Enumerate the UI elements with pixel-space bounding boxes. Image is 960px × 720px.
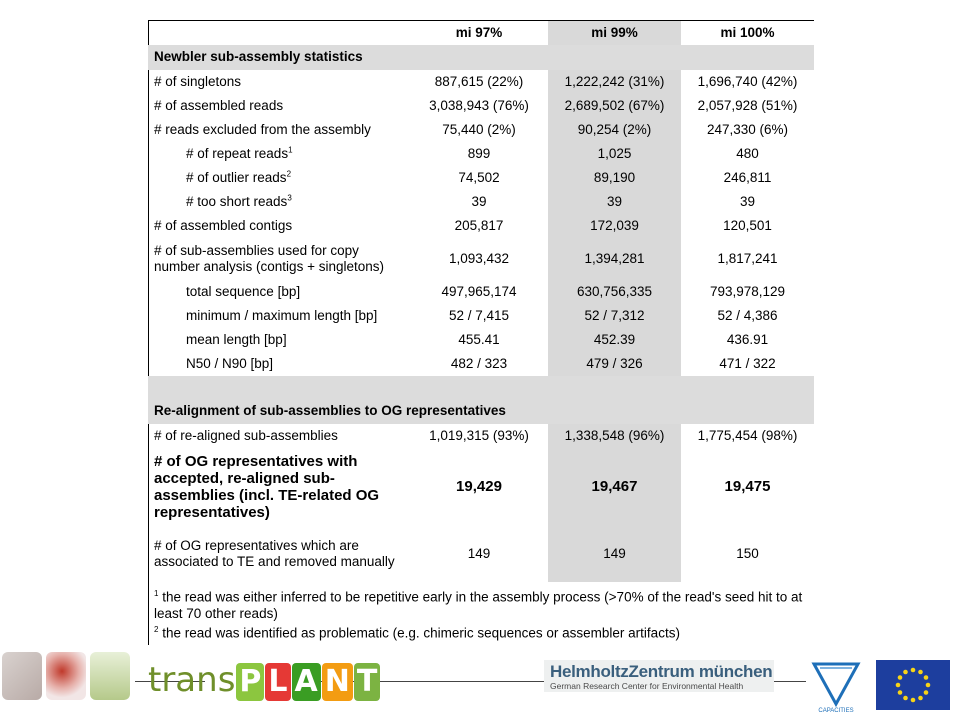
row-value: 1,338,548 (96%) — [548, 424, 681, 448]
dna-thumbnail — [46, 652, 86, 700]
row-label-text: mean length [bp] — [186, 331, 287, 347]
helmholtz-subtitle: German Research Center for Environmental Health — [550, 681, 744, 691]
row-value: 19,429 — [410, 448, 548, 526]
table-row — [148, 448, 814, 526]
table-row — [148, 526, 814, 582]
plant-cell-thumbnail — [2, 652, 42, 700]
plant-logo-letter: T — [354, 663, 380, 701]
helmholtz-name: HelmholtzZentrum münchen — [550, 662, 773, 681]
row-value: 497,965,174 — [410, 280, 548, 304]
section-header-row — [148, 376, 814, 424]
row-label-text: # of outlier reads — [186, 169, 287, 185]
row-value: 887,615 (22%) — [410, 70, 548, 94]
row-label — [148, 70, 410, 94]
plant-logo-letter: N — [322, 663, 353, 701]
header-row — [148, 21, 814, 45]
table-row — [148, 142, 814, 166]
row-label — [148, 280, 410, 304]
row-value: 2,057,928 (51%) — [681, 94, 814, 118]
plant-logo-letter: L — [265, 663, 290, 701]
row-value: 1,025 — [548, 142, 681, 166]
row-value: 39 — [548, 190, 681, 214]
row-label — [148, 352, 410, 376]
table-row — [148, 70, 814, 94]
footnote-mark: 2 — [286, 169, 292, 178]
row-label-text: # reads excluded from the assembly — [154, 121, 371, 137]
table-row — [148, 304, 814, 328]
table-row — [148, 280, 814, 304]
plant-logo-letter: A — [292, 663, 321, 701]
helmholtz-logo — [544, 660, 774, 692]
footnote-number: 1 — [154, 589, 159, 598]
footnote-number: 2 — [154, 624, 159, 634]
plant-logo-letter: P — [236, 663, 264, 701]
footnote-mark: 3 — [287, 193, 292, 202]
row-label — [148, 304, 410, 328]
eu-star — [903, 670, 908, 675]
row-value: 89,190 — [548, 166, 681, 190]
statistics-table — [148, 20, 814, 582]
row-value: 1,394,281 — [548, 238, 681, 280]
eu-flag-logo — [876, 660, 950, 710]
table-row — [148, 214, 814, 238]
row-label: # of OG representatives with accepted, re-aligned sub-assemblies (incl. TE-related OG representatives) — [154, 452, 380, 521]
eu-star — [924, 690, 929, 695]
eu-star — [896, 683, 901, 688]
eu-star — [911, 698, 916, 703]
eu-star — [903, 696, 908, 701]
row-value: 149 — [548, 526, 681, 582]
transplant-logo-prefix: trans — [148, 660, 236, 700]
row-value: 39 — [681, 190, 814, 214]
eu-star — [918, 670, 923, 675]
footnote — [148, 622, 814, 642]
eu-star — [898, 690, 903, 695]
eu-star — [911, 668, 916, 673]
row-label-text: # of assembled reads — [154, 97, 284, 113]
table-row — [148, 166, 814, 190]
table-row — [148, 190, 814, 214]
row-value: 1,696,740 (42%) — [681, 70, 814, 94]
row-label — [148, 142, 410, 166]
column-header: mi 99% — [548, 21, 681, 45]
row-label — [148, 238, 410, 280]
row-label: # of OG representatives which are associated to TE and removed manually — [154, 537, 395, 569]
row-label — [148, 166, 410, 190]
flower-thumbnail — [90, 652, 130, 700]
eu-star — [926, 683, 931, 688]
row-value: 74,502 — [410, 166, 548, 190]
row-label — [148, 118, 410, 142]
row-value: 1,775,454 (98%) — [681, 424, 814, 448]
row-value: 19,467 — [548, 448, 681, 526]
table-row — [148, 94, 814, 118]
row-value: 455.41 — [410, 328, 548, 352]
column-header: mi 100% — [681, 21, 814, 45]
footnote-mark: 1 — [288, 145, 293, 154]
footnote-text: the read was either inferred to be repetitive early in the assembly process (>70% of the read's seed hit to at least 70 other reads) — [154, 589, 803, 621]
row-label-text: minimum / maximum length [bp] — [186, 307, 378, 323]
footnote — [148, 586, 814, 622]
header-empty-cell — [148, 21, 410, 45]
row-value: 149 — [410, 526, 548, 582]
row-value: 1,093,432 — [410, 238, 548, 280]
row-value: 90,254 (2%) — [548, 118, 681, 142]
footnote-text: the read was identified as problematic (e.g. chimeric sequences or assembler artifacts) — [158, 625, 680, 640]
row-value: 1,817,241 — [681, 238, 814, 280]
section-header-row — [148, 45, 814, 70]
row-label — [148, 94, 410, 118]
row-value: 52 / 7,312 — [548, 304, 681, 328]
row-label — [148, 328, 410, 352]
row-value: 19,475 — [681, 448, 814, 526]
row-value: 246,811 — [681, 166, 814, 190]
row-label-text: N50 / N90 [bp] — [186, 355, 274, 371]
row-value: 471 / 322 — [681, 352, 814, 376]
section-title: Newbler sub-assembly statistics — [148, 45, 814, 70]
row-value: 172,039 — [548, 214, 681, 238]
row-value: 150 — [681, 526, 814, 582]
table-row — [148, 118, 814, 142]
row-label-text: total sequence [bp] — [186, 283, 301, 299]
fp7-label: CAPACITIES — [818, 708, 854, 714]
row-value: 630,756,335 — [548, 280, 681, 304]
row-value: 120,501 — [681, 214, 814, 238]
row-value: 1,222,242 (31%) — [548, 70, 681, 94]
eu-star — [918, 696, 923, 701]
row-label — [148, 190, 410, 214]
section-title: Re-alignment of sub-assemblies to OG representatives — [148, 376, 814, 424]
row-value: 436.91 — [681, 328, 814, 352]
row-value: 52 / 7,415 — [410, 304, 548, 328]
row-value: 2,689,502 (67%) — [548, 94, 681, 118]
table-row — [148, 424, 814, 448]
row-label-text: # of sub-assemblies used for copy number analysis (contigs + singletons) — [154, 242, 384, 274]
row-label: # of re-aligned sub-assemblies — [154, 427, 338, 443]
row-value: 39 — [410, 190, 548, 214]
row-label — [148, 214, 410, 238]
row-value: 3,038,943 (76%) — [410, 94, 548, 118]
row-label-text: # of singletons — [154, 73, 242, 89]
row-value: 247,330 (6%) — [681, 118, 814, 142]
fp7-capacities-logo — [806, 656, 866, 714]
eu-star — [898, 675, 903, 680]
row-value: 899 — [410, 142, 548, 166]
table-row — [148, 238, 814, 280]
row-value: 75,440 (2%) — [410, 118, 548, 142]
row-value: 205,817 — [410, 214, 548, 238]
transplant-logo — [148, 660, 380, 701]
row-value: 52 / 4,386 — [681, 304, 814, 328]
eu-star — [924, 675, 929, 680]
row-value: 482 / 323 — [410, 352, 548, 376]
table-row — [148, 352, 814, 376]
row-value: 452.39 — [548, 328, 681, 352]
row-value: 793,978,129 — [681, 280, 814, 304]
row-label-text: # of repeat reads — [186, 145, 289, 161]
row-value: 1,019,315 (93%) — [410, 424, 548, 448]
row-value: 479 / 326 — [548, 352, 681, 376]
table-row — [148, 328, 814, 352]
row-label-text: # too short reads — [186, 193, 288, 209]
row-value: 480 — [681, 142, 814, 166]
column-header: mi 97% — [410, 21, 548, 45]
row-label-text: # of assembled contigs — [154, 217, 293, 233]
